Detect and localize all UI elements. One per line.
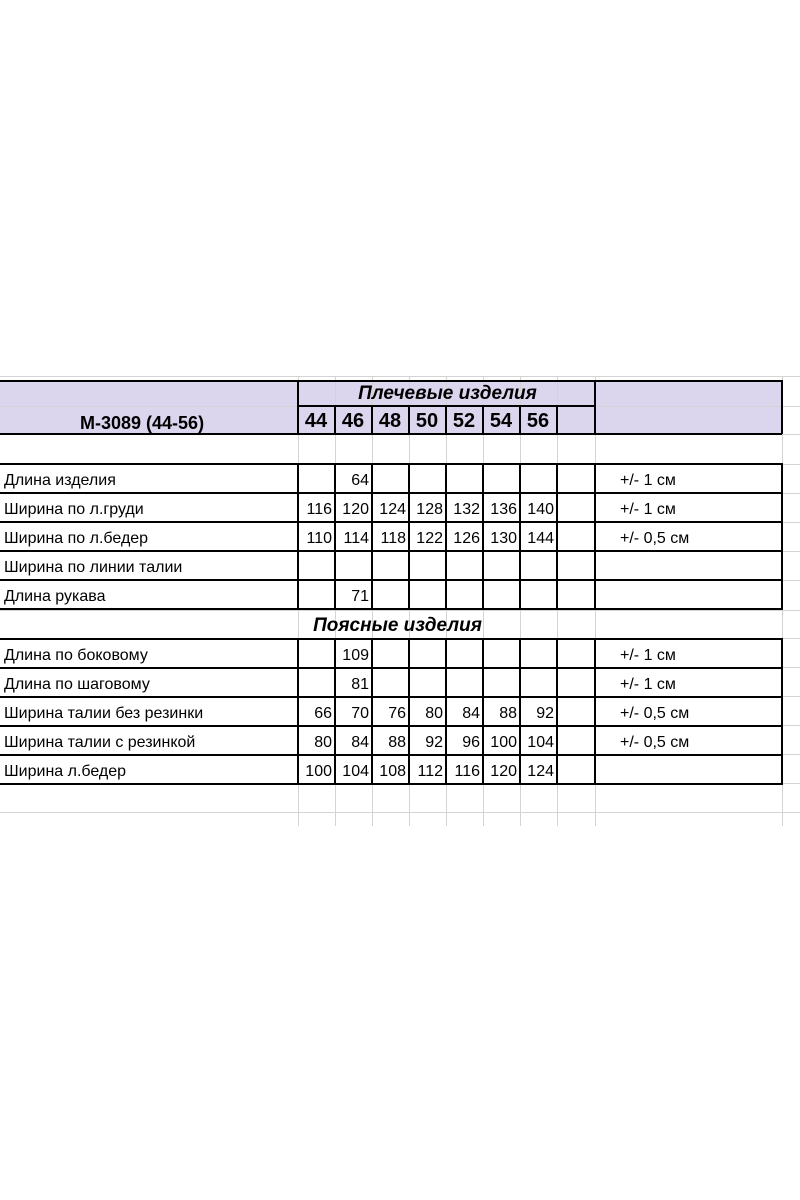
table-border bbox=[556, 406, 558, 434]
gridline-horizontal bbox=[0, 610, 800, 611]
upper-row-label: Ширина по л.бедер bbox=[4, 530, 149, 547]
lower-row-label: Длина по шаговому bbox=[4, 676, 150, 693]
lower-cell: 104 bbox=[342, 763, 369, 780]
lower-tolerance: +/- 0,5 см bbox=[620, 734, 690, 751]
upper-cell: 144 bbox=[527, 530, 554, 547]
table-border bbox=[0, 696, 782, 698]
upper-tolerance: +/- 0,5 см bbox=[620, 530, 690, 547]
lower-cell: 88 bbox=[499, 705, 517, 722]
section-title-upper: Плечевые изделия bbox=[358, 383, 537, 404]
lower-cell: 80 bbox=[425, 705, 443, 722]
model-title: М-3089 (44-56) bbox=[80, 413, 205, 433]
upper-row-label: Длина изделия bbox=[4, 472, 116, 489]
lower-cell: 116 bbox=[454, 763, 480, 780]
lower-cell: 124 bbox=[527, 763, 554, 780]
table-border bbox=[0, 754, 782, 756]
size-header-56: 56 bbox=[526, 410, 550, 432]
upper-row-label: Ширина по л.груди bbox=[4, 501, 144, 518]
table-border bbox=[556, 638, 558, 785]
lower-row-label: Длина по боковому bbox=[4, 647, 148, 664]
upper-cell: 126 bbox=[453, 530, 480, 547]
upper-cell: 118 bbox=[380, 530, 406, 547]
table-border bbox=[408, 638, 410, 785]
table-border bbox=[0, 492, 782, 494]
size-header-50: 50 bbox=[415, 410, 439, 432]
table-border bbox=[482, 638, 484, 785]
size-header-52: 52 bbox=[452, 410, 476, 432]
upper-tolerance: +/- 1 см bbox=[620, 501, 676, 518]
table-border bbox=[482, 463, 484, 610]
lower-cell: 112 bbox=[417, 763, 443, 780]
table-border bbox=[519, 638, 521, 785]
table-border bbox=[445, 463, 447, 610]
lower-cell: 109 bbox=[342, 647, 369, 664]
table-border bbox=[334, 463, 336, 610]
lower-cell: 84 bbox=[351, 734, 369, 751]
table-border bbox=[445, 638, 447, 785]
table-border bbox=[0, 783, 782, 785]
lower-cell: 80 bbox=[314, 734, 332, 751]
upper-cell: 122 bbox=[416, 530, 443, 547]
table-border bbox=[0, 667, 782, 669]
upper-cell: 130 bbox=[490, 530, 517, 547]
upper-cell: 136 bbox=[490, 501, 517, 518]
lower-cell: 66 bbox=[314, 705, 332, 722]
table-border bbox=[594, 638, 596, 785]
lower-cell: 92 bbox=[536, 705, 554, 722]
table-border bbox=[0, 608, 782, 610]
upper-cell: 128 bbox=[416, 501, 443, 518]
upper-tolerance: +/- 1 см bbox=[620, 472, 676, 489]
size-header-48: 48 bbox=[378, 410, 402, 432]
table-border bbox=[334, 638, 336, 785]
size-header-44: 44 bbox=[304, 410, 328, 432]
table-border bbox=[781, 463, 783, 610]
table-border bbox=[0, 463, 782, 465]
lower-tolerance: +/- 1 см bbox=[620, 676, 676, 693]
table-border bbox=[297, 638, 299, 785]
lower-cell: 108 bbox=[379, 763, 406, 780]
gridline-horizontal bbox=[0, 812, 800, 813]
lower-cell: 96 bbox=[462, 734, 480, 751]
table-border bbox=[0, 521, 782, 523]
size-chart-sheet bbox=[0, 376, 800, 826]
lower-cell: 120 bbox=[490, 763, 517, 780]
lower-cell: 84 bbox=[462, 705, 480, 722]
table-border bbox=[371, 463, 373, 610]
table-border bbox=[0, 725, 782, 727]
lower-row-label: Ширина талии с резинкой bbox=[4, 734, 196, 751]
table-border bbox=[0, 638, 782, 640]
upper-cell: 120 bbox=[342, 501, 369, 518]
upper-cell: 116 bbox=[306, 501, 332, 518]
upper-cell: 64 bbox=[351, 472, 369, 489]
lower-cell: 100 bbox=[490, 734, 517, 751]
upper-cell: 110 bbox=[306, 530, 332, 547]
table-border bbox=[297, 463, 299, 610]
table-border bbox=[556, 463, 558, 610]
upper-cell: 71 bbox=[351, 588, 369, 605]
table-border bbox=[519, 463, 521, 610]
lower-cell: 76 bbox=[388, 705, 406, 722]
lower-row-label: Ширина талии без резинки bbox=[4, 705, 204, 722]
lower-cell: 100 bbox=[305, 763, 332, 780]
lower-tolerance: +/- 1 см bbox=[620, 647, 676, 664]
section-title-lower: Поясные изделия bbox=[313, 615, 482, 636]
lower-cell: 81 bbox=[351, 676, 369, 693]
upper-cell: 140 bbox=[527, 501, 554, 518]
upper-cell: 114 bbox=[343, 530, 369, 547]
gridline-horizontal bbox=[0, 376, 800, 377]
table-border bbox=[371, 638, 373, 785]
lower-cell: 88 bbox=[388, 734, 406, 751]
table-border bbox=[408, 463, 410, 610]
upper-row-label: Длина рукава bbox=[4, 588, 106, 605]
table-border bbox=[0, 550, 782, 552]
table-border bbox=[781, 380, 783, 434]
table-border bbox=[594, 463, 596, 610]
lower-cell: 104 bbox=[527, 734, 554, 751]
lower-cell: 92 bbox=[425, 734, 443, 751]
lower-cell: 70 bbox=[351, 705, 369, 722]
lower-tolerance: +/- 0,5 см bbox=[620, 705, 690, 722]
lower-row-label: Ширина л.бедер bbox=[4, 763, 127, 780]
upper-row-label: Ширина по линии талии bbox=[4, 559, 183, 576]
table-border bbox=[0, 579, 782, 581]
upper-cell: 124 bbox=[379, 501, 406, 518]
upper-cell: 132 bbox=[453, 501, 480, 518]
size-header-54: 54 bbox=[489, 410, 513, 432]
table-border bbox=[781, 638, 783, 785]
size-header-46: 46 bbox=[341, 410, 365, 432]
